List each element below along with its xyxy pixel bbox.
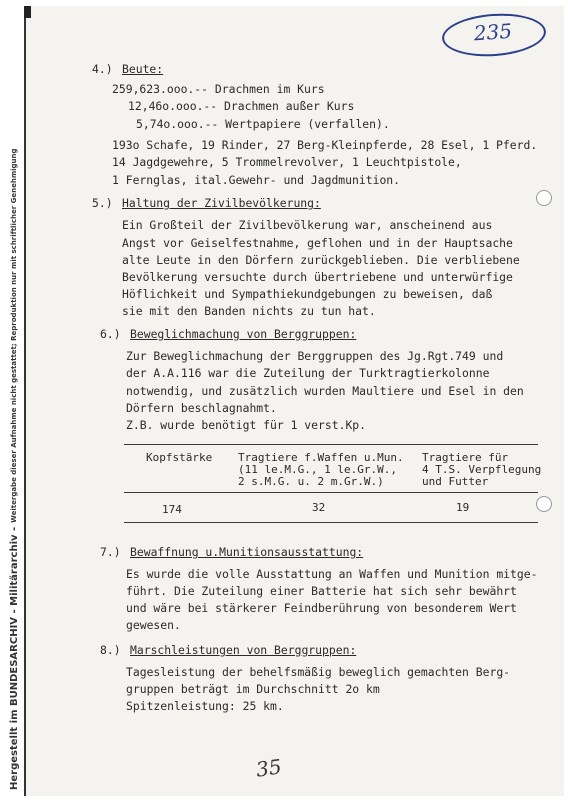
table-header-tragtiere-waffen: Tragtiere f.Waffen u.Mun. (11 le.M.G., 1 le.Gr.W., 2 s.M.G. u. 2 m.Gr.W.) bbox=[238, 451, 404, 488]
text-line: 259,623.ooo.-- Drachmen im Kurs bbox=[112, 82, 325, 96]
table-value-tragtiere-verpflegung: 19 bbox=[456, 501, 470, 514]
section-heading: Marschleistungen von Berggruppen: bbox=[130, 643, 357, 657]
text-line: gruppen beträgt im Durchschnitt 2o km bbox=[126, 682, 380, 696]
text-line: Bevölkerung versuchte durch übertriebene und unterwürfige bbox=[122, 270, 513, 284]
archive-stamp-main: Hergestellt im BUNDESARCHIV - Militärarchiv - bbox=[8, 526, 20, 790]
text-line: gewesen. bbox=[126, 618, 181, 632]
text-line: Dörfern beschlagnahmt. bbox=[126, 401, 277, 415]
text-line: sie mit den Banden nichts zu tun hat. bbox=[122, 304, 376, 318]
archive-stamp bbox=[4, 110, 24, 790]
section-number: 5.) bbox=[92, 196, 113, 210]
circled-page-number-text: 235 bbox=[473, 18, 513, 46]
section-heading: Beute: bbox=[122, 62, 164, 76]
text-line: 1 Fernglas, ital.Gewehr- und Jagdmunition. bbox=[112, 173, 401, 187]
table-rule-top bbox=[124, 444, 538, 445]
section-number: 4.) bbox=[92, 62, 113, 76]
text-line: Angst vor Geiselfestnahme, geflohen und in der Hauptsache bbox=[122, 236, 513, 250]
edge-mark bbox=[24, 6, 31, 18]
section-heading: Beweglichmachung von Berggruppen: bbox=[130, 327, 357, 341]
text-line: Spitzenleistung: 25 km. bbox=[126, 699, 284, 713]
section-number: 8.) bbox=[100, 643, 121, 657]
text-line: notwendig, und zusätzlich wurden Maultiere und Esel in den bbox=[126, 384, 524, 398]
text-line: führt. Die Zuteilung einer Batterie hat sich sehr bewährt bbox=[126, 584, 517, 598]
section-number: 6.) bbox=[100, 327, 121, 341]
table-rule-mid bbox=[124, 492, 538, 493]
text-line: Höflichkeit und Sympathiekundgebungen zu beweisen, daß bbox=[122, 287, 493, 301]
text-line: und wäre bei stärkerer Feindberührung von besonderem Wert bbox=[126, 601, 517, 615]
table-rule-bottom bbox=[124, 522, 538, 523]
text-line: 5,74o.ooo.-- Wertpapiere (verfallen). bbox=[136, 117, 390, 131]
table-header-kopfstaerke: Kopfstärke bbox=[146, 451, 213, 464]
text-line: 12,46o.ooo.-- Drachmen außer Kurs bbox=[128, 99, 355, 113]
text-line: Ein Großteil der Zivilbevölkerung war, anscheinend aus bbox=[122, 218, 493, 232]
table-value-kopfstaerke: 174 bbox=[162, 503, 182, 516]
section-heading: Bewaffnung u.Munitionsausstattung: bbox=[130, 545, 364, 559]
text-line: Tagesleistung der behelfsmäßig beweglich gemachten Berg- bbox=[126, 665, 511, 679]
text-line: Z.B. wurde benötigt für 1 verst.Kp. bbox=[126, 418, 367, 432]
text-line: 193o Schafe, 19 Rinder, 27 Berg-Kleinpferde, 28 Esel, 1 Pferd. bbox=[112, 138, 538, 152]
archive-stamp-rest: Weitergabe dieser Aufnahme nicht gestattet; Reproduktion nur mit schriftlicher Genehmigung bbox=[10, 148, 18, 523]
handwritten-page-mark: 35 bbox=[254, 754, 283, 782]
text-line: Es wurde die volle Ausstattung an Waffen und Munition mitge- bbox=[126, 567, 538, 581]
punch-hole-top bbox=[536, 190, 552, 206]
text-line: alte Leute in den Dörfern zurückgeblieben. Die verbliebene bbox=[122, 253, 520, 267]
text-line: 14 Jagdgewehre, 5 Trommelrevolver, 1 Leuchtpistole, bbox=[112, 155, 462, 169]
table-header-tragtiere-verpflegung: Tragtiere für 4 T.S. Verpflegung und Futter bbox=[422, 451, 542, 488]
punch-hole-bottom bbox=[536, 496, 552, 512]
table-value-tragtiere-waffen: 32 bbox=[312, 501, 326, 514]
section-heading: Haltung der Zivilbevölkerung: bbox=[122, 196, 321, 210]
section-number: 7.) bbox=[100, 545, 121, 559]
text-line: Zur Beweglichmachung der Berggruppen des Jg.Rgt.749 und bbox=[126, 349, 504, 363]
text-line: der A.A.116 war die Zuteilung der Turktragtierkolonne bbox=[126, 366, 490, 380]
